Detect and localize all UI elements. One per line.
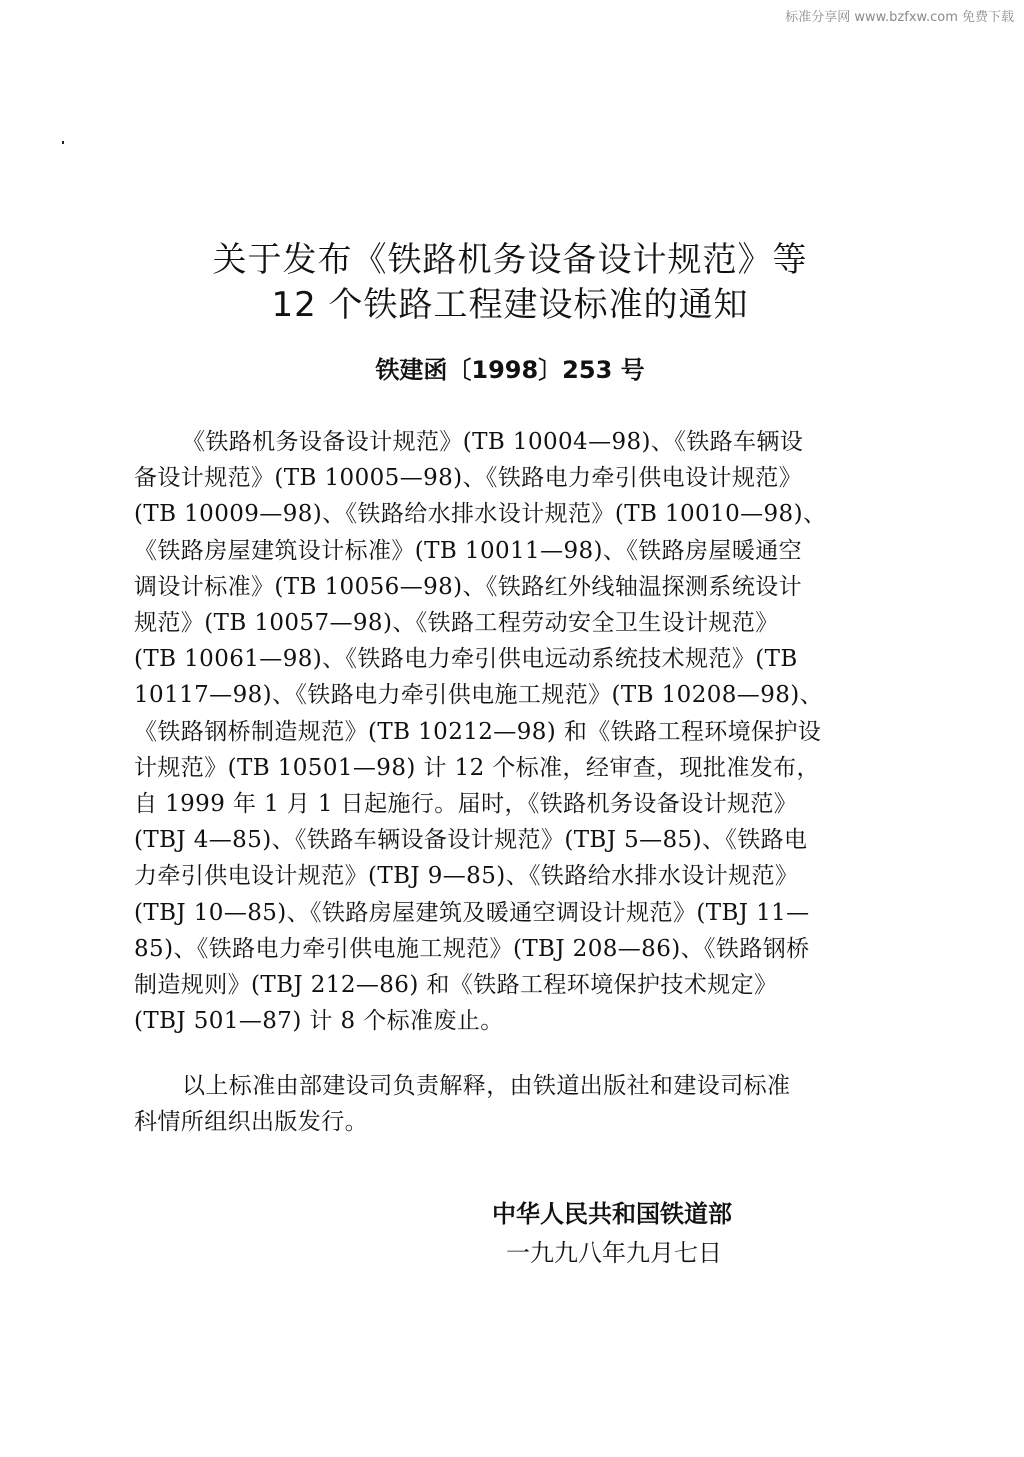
body-line: 科情所组织出版发行。 bbox=[134, 1109, 368, 1136]
body-line: 备设计规范》(TB 10005—98)、《铁路电力牵引供电设计规范》 bbox=[134, 465, 803, 492]
signature-date: 一九九八年九月七日 bbox=[506, 1239, 722, 1267]
body-line: 《铁路钢桥制造规范》(TB 10212—98) 和《铁路工程环境保护设 bbox=[134, 718, 822, 745]
document-title-line-1: 关于发布《铁路机务设备设计规范》等 bbox=[212, 240, 808, 280]
body-line: 计规范》(TB 10501—98) 计 12 个标准，经审查，现批准发布， bbox=[134, 754, 820, 781]
body-line: (TB 10009—98)、《铁路给水排水设计规范》(TB 10010—98)、 bbox=[134, 501, 827, 528]
body-line: 《铁路机务设备设计规范》(TB 10004—98)、《铁路车辆设 bbox=[182, 429, 804, 455]
body-line: 自 1999 年 1 月 1 日起施行。届时，《铁路机务设备设计规范》 bbox=[134, 791, 798, 818]
body-line: 以上标准由部建设司负责解释，由铁道出版社和建设司标准 bbox=[182, 1073, 791, 1099]
body-line: (TBJ 10—85)、《铁路房屋建筑及暖通空调设计规范》(TBJ 11— bbox=[134, 899, 810, 926]
body-line: 10117—98)、《铁路电力牵引供电施工规范》(TB 10208—98)、 bbox=[134, 682, 824, 709]
signature-organization: 中华人民共和国铁道部 bbox=[492, 1200, 732, 1228]
body-line: (TBJ 4—85)、《铁路车辆设备设计规范》(TBJ 5—85)、《铁路电 bbox=[134, 827, 808, 854]
body-line: 力牵引供电设计规范》(TBJ 9—85)、《铁路给水排水设计规范》 bbox=[134, 863, 799, 890]
document-title-line-2: 12 个铁路工程建设标准的通知 bbox=[271, 285, 749, 325]
body-line: 《铁路房屋建筑设计标准》(TB 10011—98)、《铁路房屋暖通空 bbox=[134, 537, 803, 564]
body-paragraph-2 bbox=[134, 1068, 856, 1140]
body-line: 规范》(TB 10057—98)、《铁路工程劳动安全卫生设计规范》 bbox=[134, 610, 779, 637]
watermark-text: 标准分享网 www.bzfxw.com 免费下载 bbox=[785, 10, 1014, 25]
body-line: (TBJ 501—87) 计 8 个标准废止。 bbox=[134, 1008, 504, 1035]
document-number: 铁建函〔1998〕253 号 bbox=[375, 356, 645, 384]
body-line: 调设计标准》(TB 10056—98)、《铁路红外线轴温探测系统设计 bbox=[134, 573, 803, 600]
body-line: (TB 10061—98)、《铁路电力牵引供电远动系统技术规范》(TB bbox=[134, 646, 798, 673]
body-line: 制造规则》(TBJ 212—86) 和《铁路工程环境保护技术规定》 bbox=[134, 972, 778, 999]
body-line: 85)、《铁路电力牵引供电施工规范》(TBJ 208—86)、《铁路钢桥 bbox=[134, 935, 810, 962]
body-paragraph-1 bbox=[134, 424, 856, 1039]
scan-speck bbox=[62, 141, 64, 144]
